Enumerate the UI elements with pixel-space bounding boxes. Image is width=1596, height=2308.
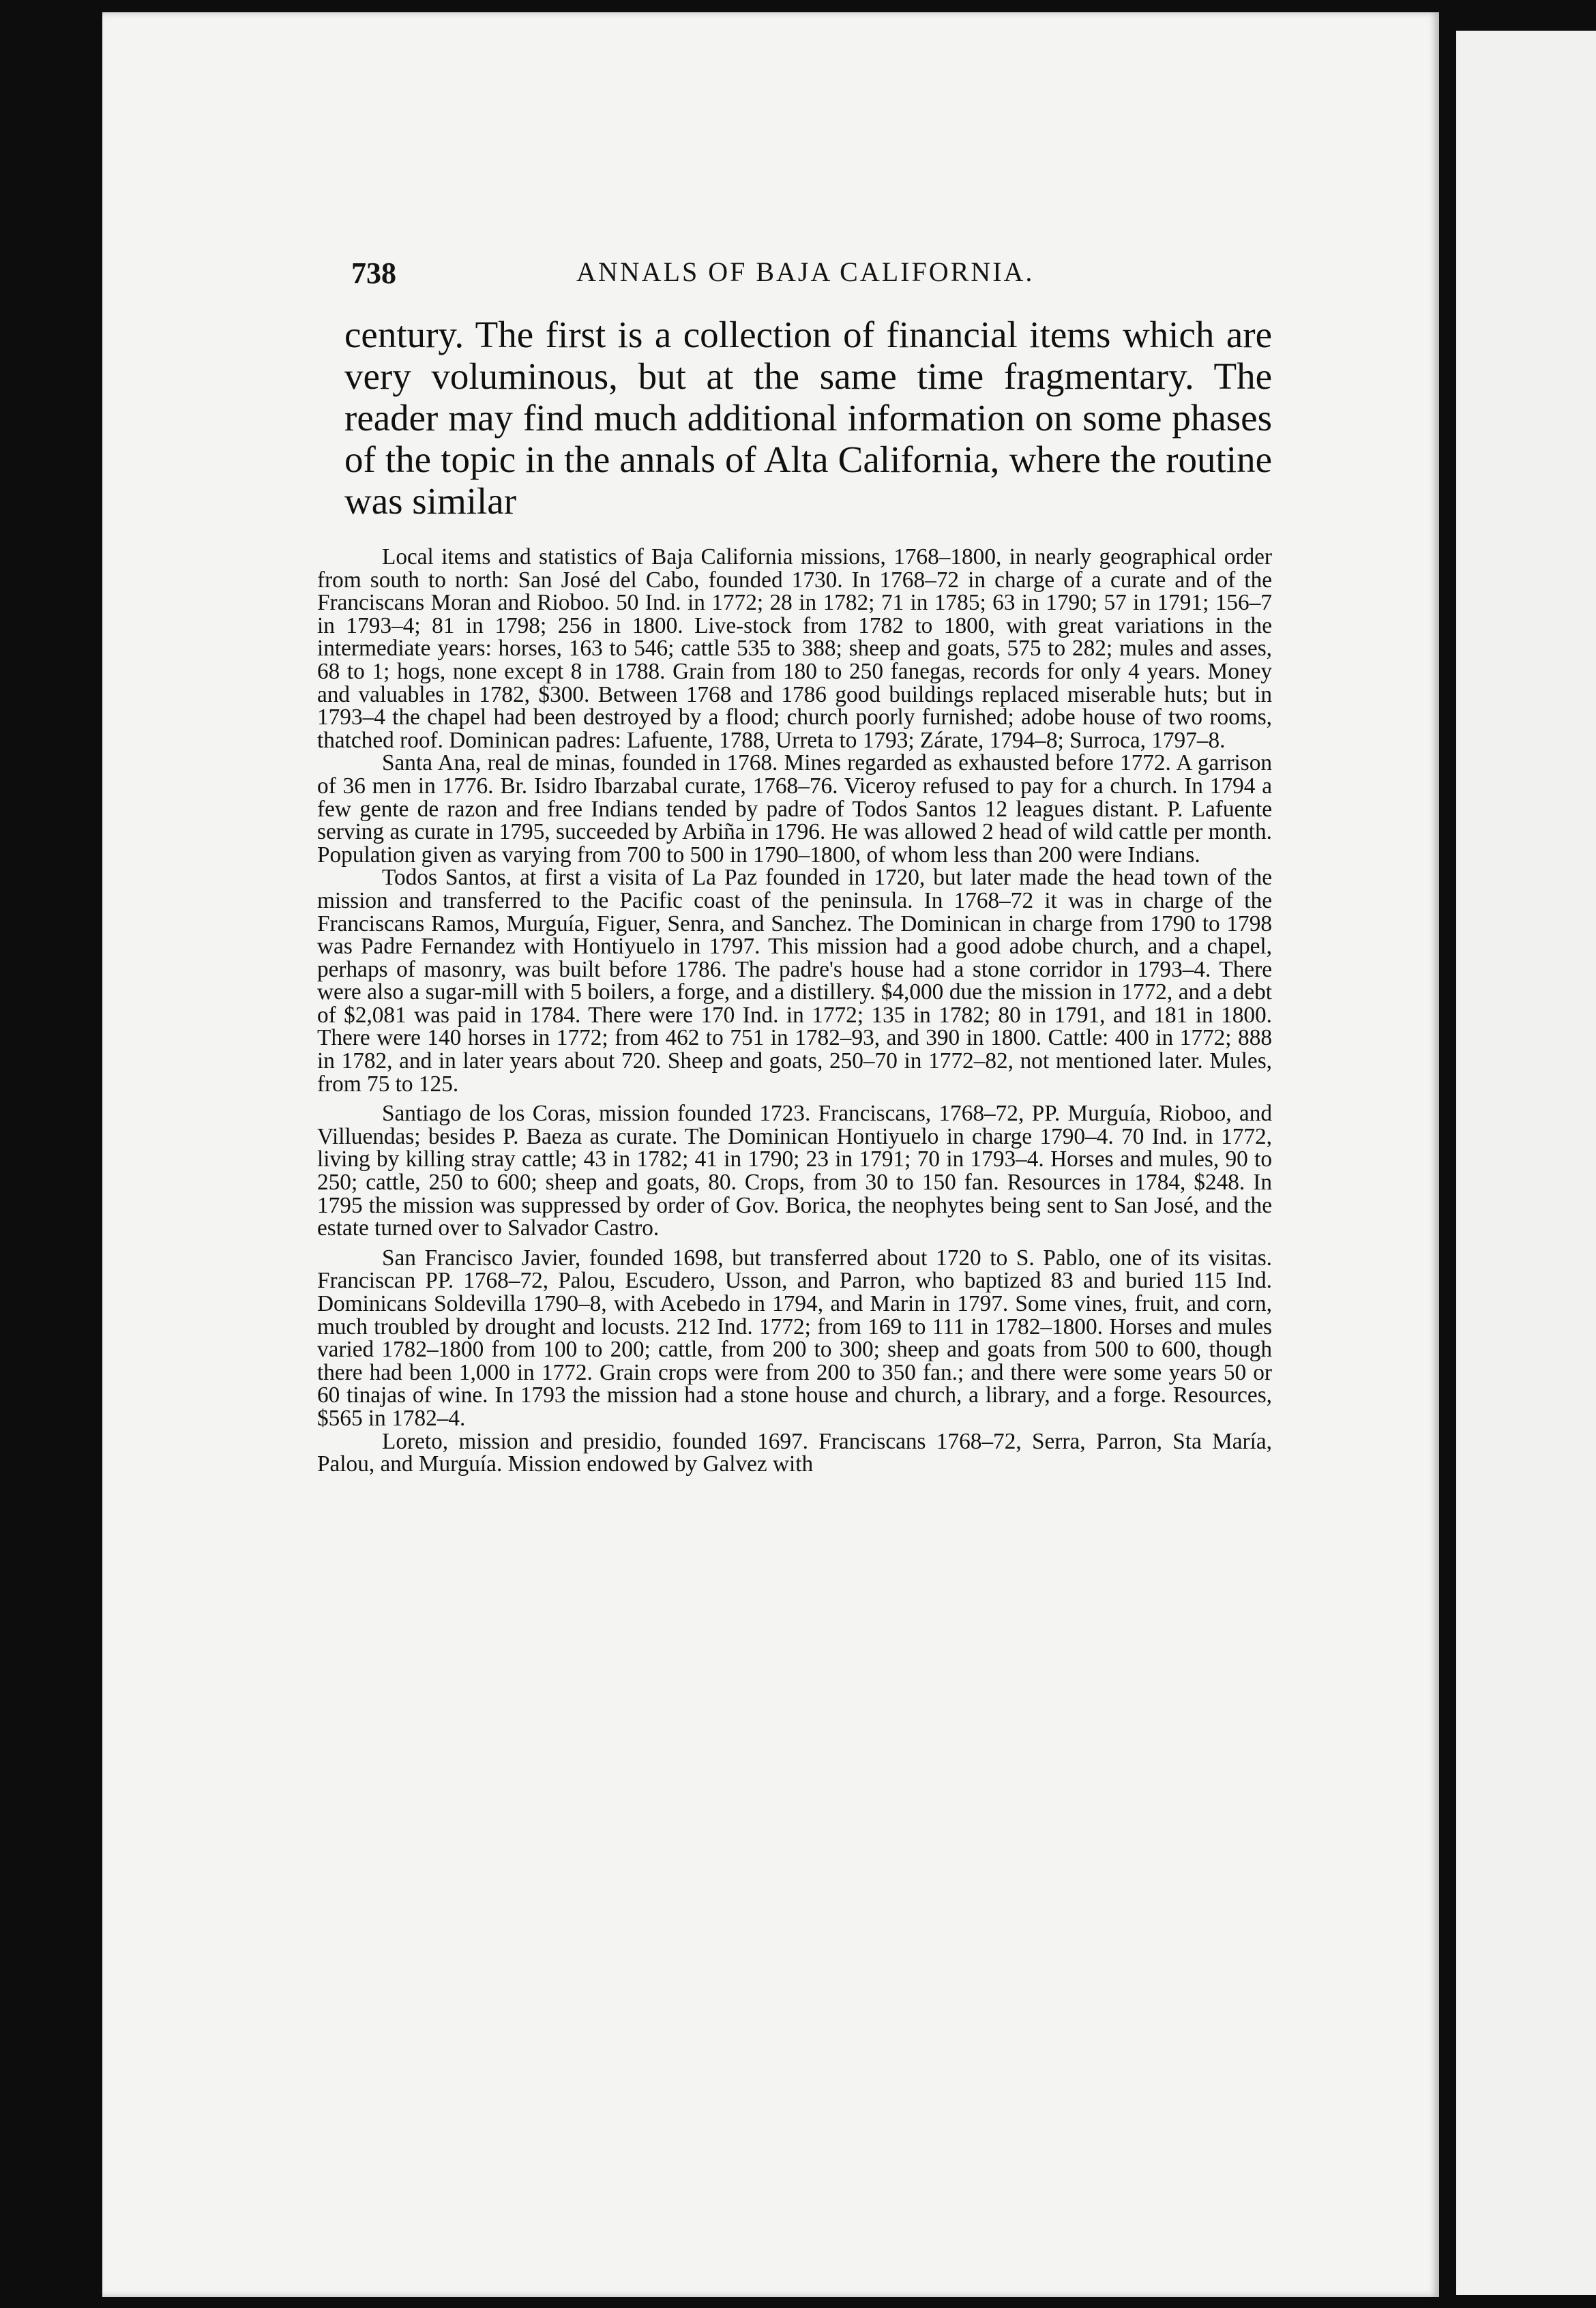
footnotes	[317, 546, 1272, 1476]
page-number: 738	[351, 256, 396, 290]
note-paragraph-san-jose-del-cabo: Local items and statistics of Baja California missions, 1768–1800, in nearly geographical order from south to north: San José del Cabo, founded 1730. In 1768–72 in charge of a curate and of the Franciscans Moran and Rioboo. 50 Ind. in 1772; 28 in 1782; 71 in 1785; 63 in 1790; 57 in 1791; 156–7 in 1793–4; 81 in 1798; 256 in 1800. Live-stock from 1782 to 1800, with great variations in the intermediate years: horses, 163 to 546; cattle 535 to 388; sheep and goats, 575 to 282; mules and asses, 68 to 1; hogs, none except 8 in 1788. Grain from 180 to 250 fanegas, records for only 4 years. Money and valuables in 1782, $300. Between 1768 and 1786 good buildings replaced miserable huts; but in 1793–4 the chapel had been destroyed by a flood; church poorly furnished; adobe house of two rooms, thatched roof. Dominican padres: Lafuente, 1788, Urreta to 1793; Zárate, 1794–8; Surroca, 1797–8.	[317, 544, 1272, 753]
running-head: ANNALS OF BAJA CALIFORNIA.	[576, 256, 1035, 287]
note-paragraph-todos-santos: Todos Santos, at first a visita of La Paz founded in 1720, but later made the head town of the mission and transferred to the Pacific coast of the peninsula. In 1768–72 it was in charge of the Franciscans Ramos, Murguía, Figuer, Senra, and Sanchez. The Dominican in charge from 1790 to 1798 was Padre Fernandez with Hontiyuelo in 1797. This mission had a good adobe church, and a chapel, perhaps of masonry, was built before 1786. The padre's house had a stone corridor in 1793–4. There were also a sugar-mill with 5 boilers, a forge, and a distillery. $4,000 due the mission in 1772, and a debt of $2,081 was paid in 1784. There were 170 Ind. in 1772; 135 in 1782; 80 in 1791, and 181 in 1800. There were 140 horses in 1772; from 462 to 751 in 1782–93, and 390 in 1800. Cattle: 400 in 1772; 888 in 1782, and in later years about 720. Sheep and goats, 250–70 in 1772–82, not mentioned later. Mules, from 75 to 125.	[317, 865, 1272, 1097]
body-paragraph: century. The first is a collection of financial items which are very voluminous, but at the same time fragmentary. The reader may find much additional information on some phases of the topic in the annals of Alta California, where the routine was similar	[344, 314, 1272, 522]
note-paragraph-santiago-de-los-coras: Santiago de los Coras, mission founded 1723. Franciscans, 1768–72, PP. Murguía, Rioboo, and Villuendas; besides P. Baeza as curate. The Dominican Hontiyuelo in charge 1790–4. 70 Ind. in 1772, living by killing stray cattle; 43 in 1782; 41 in 1790; 23 in 1791; 70 in 1793–4. Horses and mules, 90 to 250; cattle, 250 to 600; sheep and goats, 80. Crops, from 30 to 150 fan. Resources in 1784, $248. In 1795 the mission was suppressed by order of Gov. Borica, the neophytes being sent to San José, and the estate turned over to Salvador Castro.	[317, 1101, 1272, 1241]
adjacent-page-edge	[1456, 31, 1596, 2295]
note-paragraph-loreto: Loreto, mission and presidio, founded 1697. Franciscans 1768–72, Serra, Parron, Sta María, Palou, and Murguía. Mission endowed by Galvez with	[317, 1428, 1272, 1477]
note-paragraph-santa-ana: Santa Ana, real de minas, founded in 1768. Mines regarded as exhausted before 1772. A garrison of 36 men in 1776. Br. Isidro Ibarzabal curate, 1768–76. Viceroy refused to pay for a church. In 1794 a few gente de razon and free Indians tended by padre of Todos Santos 12 leagues distant. P. Lafuente serving as curate in 1795, succeeded by Arbiña in 1796. He was allowed 2 head of wild cattle per month. Population given as varying from 700 to 500 in 1790–1800, of whom less than 200 were Indians.	[317, 750, 1272, 868]
page-header	[351, 256, 1272, 297]
note-paragraph-san-francisco-javier: San Francisco Javier, founded 1698, but transferred about 1720 to S. Pablo, one of its visitas. Franciscan PP. 1768–72, Palou, Escudero, Usson, and Parron, who baptized 83 and buried 115 Ind. Dominicans Soldevilla 1790–8, with Acebedo in 1794, and Marin in 1797. Some vines, fruit, and corn, much troubled by drought and locusts. 212 Ind. 1772; from 169 to 111 in 1782–1800. Horses and mules varied 1782–1800 from 100 to 200; cattle, from 200 to 300; sheep and goats from 500 to 600, though there had been 1,000 in 1772. Grain crops were from 200 to 350 fan.; and there were some years 50 or 60 tinajas of wine. In 1793 the mission had a stone house and church, a library, and a forge. Resources, $565 in 1782–4.	[317, 1245, 1272, 1431]
